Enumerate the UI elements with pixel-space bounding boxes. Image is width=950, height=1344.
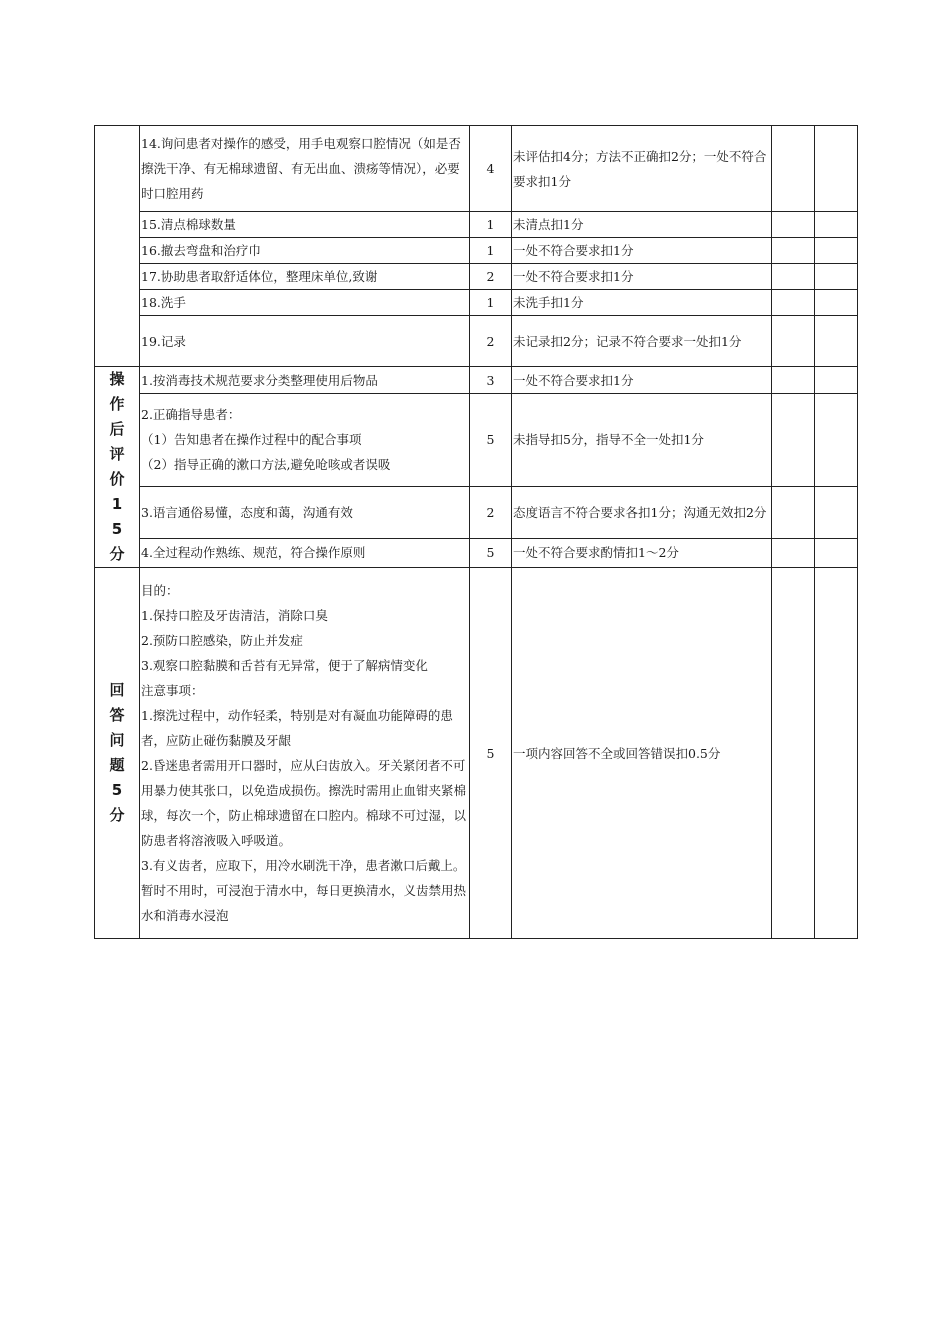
- blank-cell: [772, 394, 815, 487]
- item-line: 1.擦洗过程中，动作轻柔，特别是对有凝血功能障碍的患者，应防止碰伤黏膜及牙龈: [141, 708, 453, 748]
- score-cell: 3: [470, 367, 512, 394]
- score-cell: 2: [470, 264, 512, 290]
- table-row: [95, 538, 858, 567]
- scoring-table: [94, 125, 858, 939]
- category-label: 操作后评价15分: [109, 370, 125, 563]
- blank-cell: [815, 394, 858, 487]
- item-cell: 17.协助患者取舒适体位，整理床单位,致谢: [140, 264, 470, 290]
- table-row: [95, 367, 858, 394]
- category-cell-empty: [95, 126, 140, 367]
- blank-cell: [772, 367, 815, 394]
- blank-cell: [772, 568, 815, 939]
- blank-cell: [772, 212, 815, 238]
- table-row: [95, 212, 858, 238]
- score-cell: 1: [470, 212, 512, 238]
- score-cell: 5: [470, 394, 512, 487]
- score-cell: 4: [470, 126, 512, 212]
- deduction-cell: 未记录扣2分；记录不符合要求一处扣1分: [512, 316, 772, 367]
- item-cell: 19.记录: [140, 316, 470, 367]
- blank-cell: [772, 316, 815, 367]
- item-cell: 15.清点棉球数量: [140, 212, 470, 238]
- table-row: [95, 238, 858, 264]
- blank-cell: [815, 568, 858, 939]
- item-cell: [140, 568, 470, 939]
- blank-cell: [772, 264, 815, 290]
- item-cell: 14.询问患者对操作的感受，用手电观察口腔情况（如是否擦洗干净、有无棉球遗留、有无出血、溃疡等情况），必要时口腔用药: [140, 126, 470, 212]
- blank-cell: [815, 538, 858, 567]
- deduction-cell: 未评估扣4分；方法不正确扣2分；一处不符合要求扣1分: [512, 126, 772, 212]
- deduction-cell: 未指导扣5分，指导不全一处扣1分: [512, 394, 772, 487]
- table-row: [95, 394, 858, 487]
- table-row: [95, 316, 858, 367]
- score-cell: 1: [470, 238, 512, 264]
- blank-cell: [815, 238, 858, 264]
- deduction-cell: 一项内容回答不全或回答错误扣0.5分: [512, 568, 772, 939]
- blank-cell: [815, 486, 858, 538]
- item-cell: 1.按消毒技术规范要求分类整理使用后物品: [140, 367, 470, 394]
- item-line: 2.昏迷患者需用开口器时，应从臼齿放入。牙关紧闭者不可用暴力使其张口，以免造成损伤。擦洗时需用止血钳夹紧棉球，每次一个，防止棉球遗留在口腔内。棉球不可过湿，以防患者将溶液吸入呼吸道。: [141, 758, 467, 848]
- score-cell: 2: [470, 316, 512, 367]
- category-cell-after-operation: [95, 367, 140, 568]
- item-line: （2）指导正确的漱口方法,避免呛咳或者误吸: [141, 457, 391, 473]
- item-cell: 4.全过程动作熟练、规范，符合操作原则: [140, 538, 470, 567]
- blank-cell: [815, 367, 858, 394]
- deduction-cell: 一处不符合要求扣1分: [512, 264, 772, 290]
- item-line: 目的：: [141, 583, 179, 598]
- deduction-cell: 态度语言不符合要求各扣1分；沟通无效扣2分: [512, 486, 772, 538]
- table-row: [95, 568, 858, 939]
- item-cell: 3.语言通俗易懂，态度和蔼，沟通有效: [140, 486, 470, 538]
- blank-cell: [815, 212, 858, 238]
- score-cell: 1: [470, 290, 512, 316]
- deduction-cell: 未清点扣1分: [512, 212, 772, 238]
- blank-cell: [772, 486, 815, 538]
- item-line: 注意事项：: [141, 683, 204, 698]
- blank-cell: [772, 290, 815, 316]
- blank-cell: [772, 538, 815, 567]
- score-cell: 5: [470, 568, 512, 939]
- table-row: [95, 486, 858, 538]
- table-row: [95, 290, 858, 316]
- item-line: （1）告知患者在操作过程中的配合事项: [141, 432, 362, 448]
- item-line: 3.观察口腔黏膜和舌苔有无异常，便于了解病情变化: [141, 658, 428, 673]
- deduction-cell: 未洗手扣1分: [512, 290, 772, 316]
- table-row: [95, 264, 858, 290]
- category-label: 回答问题5分: [109, 681, 125, 824]
- item-line: 1.保持口腔及牙齿清洁，消除口臭: [141, 608, 328, 623]
- item-cell: [140, 394, 470, 487]
- blank-cell: [772, 126, 815, 212]
- blank-cell: [815, 290, 858, 316]
- item-line: 2.正确指导患者：: [141, 407, 241, 423]
- item-line: 2.预防口腔感染，防止并发症: [141, 633, 303, 648]
- deduction-cell: 一处不符合要求扣1分: [512, 238, 772, 264]
- item-cell: 16.撤去弯盘和治疗巾: [140, 238, 470, 264]
- deduction-cell: 一处不符合要求酌情扣1～2分: [512, 538, 772, 567]
- table-row: [95, 126, 858, 212]
- item-line: 3.有义齿者，应取下，用冷水刷洗干净，患者漱口后戴上。暂时不用时，可浸泡于清水中，每日更换清水，义齿禁用热水和消毒水浸泡: [141, 858, 467, 923]
- blank-cell: [772, 238, 815, 264]
- blank-cell: [815, 316, 858, 367]
- blank-cell: [815, 264, 858, 290]
- score-cell: 5: [470, 538, 512, 567]
- category-cell-answer-questions: [95, 568, 140, 939]
- deduction-cell: 一处不符合要求扣1分: [512, 367, 772, 394]
- item-cell: 18.洗手: [140, 290, 470, 316]
- blank-cell: [815, 126, 858, 212]
- score-cell: 2: [470, 486, 512, 538]
